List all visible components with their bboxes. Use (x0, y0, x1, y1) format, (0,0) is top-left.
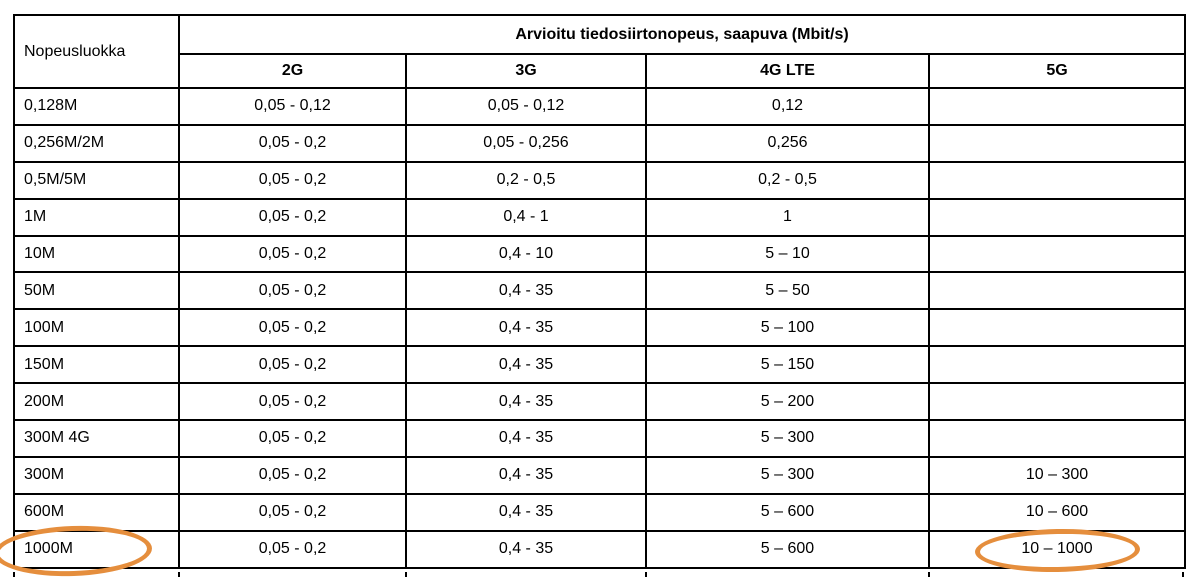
column-header-2g: 2G (179, 54, 406, 88)
speed-class-label: 600M (14, 494, 179, 531)
speed-value-cell: 0,256 (646, 125, 929, 162)
speed-value-cell: 10 – 300 (929, 457, 1185, 494)
speed-value-cell: 0,05 - 0,2 (179, 272, 406, 309)
table-row (14, 420, 1185, 457)
speed-value-cell: 0,4 - 35 (406, 383, 646, 420)
speed-value-cell (929, 309, 1185, 346)
speed-value-cell: 0,05 - 0,2 (179, 494, 406, 531)
speed-value-cell (929, 346, 1185, 383)
speed-value-cell: 5 – 150 (646, 346, 929, 383)
speed-value-cell (929, 236, 1185, 273)
column-header-5g: 5G (929, 54, 1185, 88)
speed-value-cell: 5 – 600 (646, 531, 929, 568)
speed-class-label: 1000M (14, 531, 179, 568)
speed-value-cell: 0,05 - 0,12 (406, 88, 646, 125)
table-border-stub (405, 572, 407, 577)
table-row (14, 125, 1185, 162)
speed-class-label: 200M (14, 383, 179, 420)
speed-class-label: 300M 4G (14, 420, 179, 457)
speed-value-cell: 0,4 - 35 (406, 272, 646, 309)
speed-value-cell: 0,05 - 0,2 (179, 346, 406, 383)
speed-value-cell: 0,05 - 0,2 (179, 457, 406, 494)
speed-value-cell: 5 – 10 (646, 236, 929, 273)
speed-class-label: 0,256M/2M (14, 125, 179, 162)
speed-value-cell: 0,05 - 0,2 (179, 420, 406, 457)
table-border-stub (13, 572, 15, 577)
speed-value-cell: 0,4 - 35 (406, 309, 646, 346)
speed-value-cell (929, 162, 1185, 199)
table-row (14, 236, 1185, 273)
speed-class-table (13, 14, 1186, 569)
speed-value-cell: 0,05 - 0,2 (179, 199, 406, 236)
speed-value-cell (929, 272, 1185, 309)
speed-class-label: 0,5M/5M (14, 162, 179, 199)
speed-class-label: 100M (14, 309, 179, 346)
speed-value-cell: 0,05 - 0,2 (179, 309, 406, 346)
table-row (14, 88, 1185, 125)
speed-value-cell: 0,05 - 0,2 (179, 236, 406, 273)
table-row (14, 309, 1185, 346)
table-row (14, 272, 1185, 309)
table-row (14, 457, 1185, 494)
table-border-stub (1182, 572, 1184, 577)
speed-value-cell: 0,05 - 0,2 (179, 383, 406, 420)
group-header-title: Arvioitu tiedosiirtonopeus, saapuva (Mbit/s) (179, 15, 1185, 54)
speed-value-cell: 0,05 - 0,256 (406, 125, 646, 162)
technology-header-row (14, 54, 1185, 88)
speed-value-cell: 0,4 - 10 (406, 236, 646, 273)
speed-value-cell: 5 – 300 (646, 457, 929, 494)
speed-value-cell (929, 88, 1185, 125)
speed-class-label: 10M (14, 236, 179, 273)
speed-value-cell (929, 125, 1185, 162)
speed-value-cell: 10 – 1000 (929, 531, 1185, 568)
speed-value-cell: 0,4 - 35 (406, 346, 646, 383)
speed-value-cell: 1 (646, 199, 929, 236)
column-header-4g-lte: 4G LTE (646, 54, 929, 88)
column-header-3g: 3G (406, 54, 646, 88)
table-border-stub (178, 572, 180, 577)
speed-value-cell: 5 – 200 (646, 383, 929, 420)
speed-value-cell: 0,2 - 0,5 (646, 162, 929, 199)
speed-value-cell: 0,12 (646, 88, 929, 125)
table-row (14, 494, 1185, 531)
speed-value-cell: 0,05 - 0,2 (179, 162, 406, 199)
speed-class-label: 300M (14, 457, 179, 494)
speed-value-cell (929, 199, 1185, 236)
speed-value-cell: 10 – 600 (929, 494, 1185, 531)
speed-value-cell: 0,05 - 0,2 (179, 125, 406, 162)
table-border-stub (645, 572, 647, 577)
speed-value-cell: 0,4 - 35 (406, 531, 646, 568)
speed-class-label: 150M (14, 346, 179, 383)
speed-value-cell: 0,4 - 35 (406, 457, 646, 494)
speed-value-cell: 0,4 - 35 (406, 494, 646, 531)
speed-value-cell: 5 – 50 (646, 272, 929, 309)
table-border-stub (928, 572, 930, 577)
speed-class-label: 1M (14, 199, 179, 236)
speed-value-cell: 0,05 - 0,12 (179, 88, 406, 125)
corner-header-nopeusluokka: Nopeusluokka (14, 15, 179, 88)
speed-class-label: 0,128M (14, 88, 179, 125)
table-row (14, 531, 1185, 568)
partial-next-row (13, 572, 1184, 577)
table-row (14, 383, 1185, 420)
speed-value-cell (929, 383, 1185, 420)
table-row (14, 199, 1185, 236)
speed-value-cell (929, 420, 1185, 457)
table-row (14, 346, 1185, 383)
table-row (14, 162, 1185, 199)
speed-value-cell: 5 – 600 (646, 494, 929, 531)
group-header-row (14, 15, 1185, 54)
speed-value-cell: 5 – 100 (646, 309, 929, 346)
speed-value-cell: 0,4 - 1 (406, 199, 646, 236)
speed-value-cell: 5 – 300 (646, 420, 929, 457)
speed-value-cell: 0,2 - 0,5 (406, 162, 646, 199)
speed-value-cell: 0,4 - 35 (406, 420, 646, 457)
speed-class-label: 50M (14, 272, 179, 309)
speed-value-cell: 0,05 - 0,2 (179, 531, 406, 568)
